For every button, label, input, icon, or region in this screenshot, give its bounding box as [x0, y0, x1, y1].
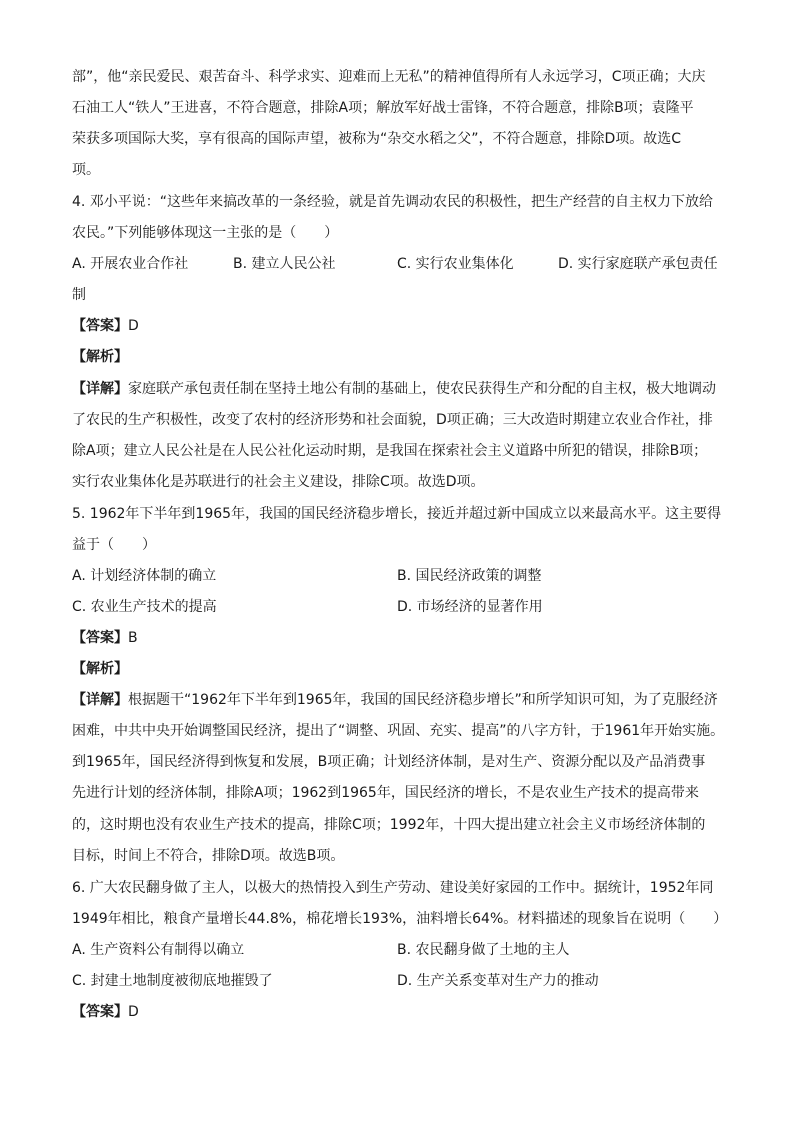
- q5-option-c: C. 农业生产技术的提高: [72, 599, 217, 615]
- q5-answer: [72, 628, 138, 648]
- detail-tag: 【详解】: [72, 692, 128, 708]
- q5-stem-line-2: 益于（ ）: [72, 537, 156, 553]
- q5-detail-line-2: 困难，中共中央开始调整国民经济，提出了“调整、巩固、充实、提高”的八字方针，于1961年开始实施。: [72, 723, 725, 739]
- q6-option-c: C. 封建土地制度被彻底地摧毁了: [72, 973, 273, 989]
- q5-detail-line-3: 到1965年，国民经济得到恢复和发展，B项正确；计划经济体制，是对生产、资源分配以及产品消费事: [72, 754, 706, 770]
- q5-analysis-tag: 【解析】: [72, 661, 128, 677]
- prev-analysis-line-4: 项。: [72, 162, 100, 178]
- answer-tag: 【答案】: [72, 1004, 128, 1020]
- q5-option-a: A. 计划经济体制的确立: [72, 568, 217, 584]
- q5-detail-line-1: [72, 690, 720, 710]
- q4-detail-line-3: 除A项；建立人民公社是在人民公社化运动时期，是我国在探索社会主义道路中所犯的错误，排除B项；: [72, 443, 708, 459]
- q5-option-b: B. 国民经济政策的调整: [397, 568, 542, 584]
- q5-detail-line-5: 的，这时期也没有农业生产技术的提高，排除C项；1992年，十四大提出建立社会主义市场经济体制的: [72, 817, 706, 833]
- q5-stem-line-1: 5. 1962年下半年到1965年，我国的国民经济稳步增长，接近并超过新中国成立以来最高水平。这主要得: [72, 506, 722, 522]
- q4-option-a: A. 开展农业合作社: [72, 256, 189, 272]
- answer-tag: 【答案】: [72, 318, 128, 334]
- q4-analysis-tag: 【解析】: [72, 349, 128, 365]
- q6-stem-line-2: 1949年相比，粮食产量增长44.8%，棉花增长193%，油料增长64%。材料描述的现象旨在说明（ ）: [72, 911, 728, 927]
- answer-tag: 【答案】: [72, 630, 128, 646]
- q4-option-d-continued: 制: [72, 287, 86, 303]
- q4-detail-line-2: 了农民的生产积极性，改变了农村的经济形势和社会面貌，D项正确；三大改造时期建立农业合作社，排: [72, 412, 713, 428]
- q4-detail-line-1: [72, 379, 720, 399]
- prev-analysis-line-2: 石油工人“铁人”王进喜，不符合题意，排除A项；解放军好战士雷锋，不符合题意，排除B项；袁隆平: [72, 100, 694, 116]
- q6-option-a: A. 生产资料公有制得以确立: [72, 942, 245, 958]
- detail-text: 根据题干“1962年下半年到1965年，我国的国民经济稳步增长”和所学知识可知，为了克服经济: [128, 692, 718, 708]
- q5-option-d: D. 市场经济的显著作用: [397, 599, 543, 615]
- q4-option-d: D. 实行家庭联产承包责任: [558, 256, 718, 272]
- q5-detail-line-6: 目标，时间上不符合，排除D项。故选B项。: [72, 848, 345, 864]
- q6-answer: [72, 1002, 139, 1022]
- q6-option-b: B. 农民翻身做了土地的主人: [397, 942, 570, 958]
- q4-stem-line-1: 4. 邓小平说：“这些年来搞改革的一条经验，就是首先调动农民的积极性，把生产经营的自主权力下放给: [72, 194, 714, 210]
- q4-detail-line-4: 实行农业集体化是苏联进行的社会主义建设，排除C项。故选D项。: [72, 474, 485, 490]
- prev-analysis-line-3: 荣获多项国际大奖，享有很高的国际声望，被称为“杂交水稻之父”，不符合题意，排除D项。故选C: [72, 131, 682, 147]
- q4-answer: [72, 316, 139, 336]
- answer-value: D: [128, 1004, 139, 1020]
- q6-option-d: D. 生产关系变革对生产力的推动: [397, 973, 599, 989]
- detail-tag: 【详解】: [72, 381, 128, 397]
- answer-value: B: [128, 630, 138, 646]
- detail-text: 家庭联产承包责任制在坚持土地公有制的基础上，使农民获得生产和分配的自主权，极大地调动: [128, 381, 716, 397]
- answer-value: D: [128, 318, 139, 334]
- q4-option-b: B. 建立人民公社: [233, 256, 336, 272]
- q5-detail-line-4: 先进行计划的经济体制，排除A项；1962到1965年，国民经济的增长，不是农业生产技术的提高带来: [72, 785, 699, 801]
- q4-stem-line-2: 农民。”下列能够体现这一主张的是（ ）: [72, 225, 339, 241]
- q4-option-c: C. 实行农业集体化: [397, 256, 514, 272]
- prev-analysis-line-1: 部”，他“亲民爱民、艰苦奋斗、科学求实、迎难而上无私”的精神值得所有人永远学习，C项正确；大庆: [72, 69, 706, 85]
- q6-stem-line-1: 6. 广大农民翻身做了主人，以极大的热情投入到生产劳动、建设美好家园的工作中。据统计，1952年同: [72, 880, 714, 896]
